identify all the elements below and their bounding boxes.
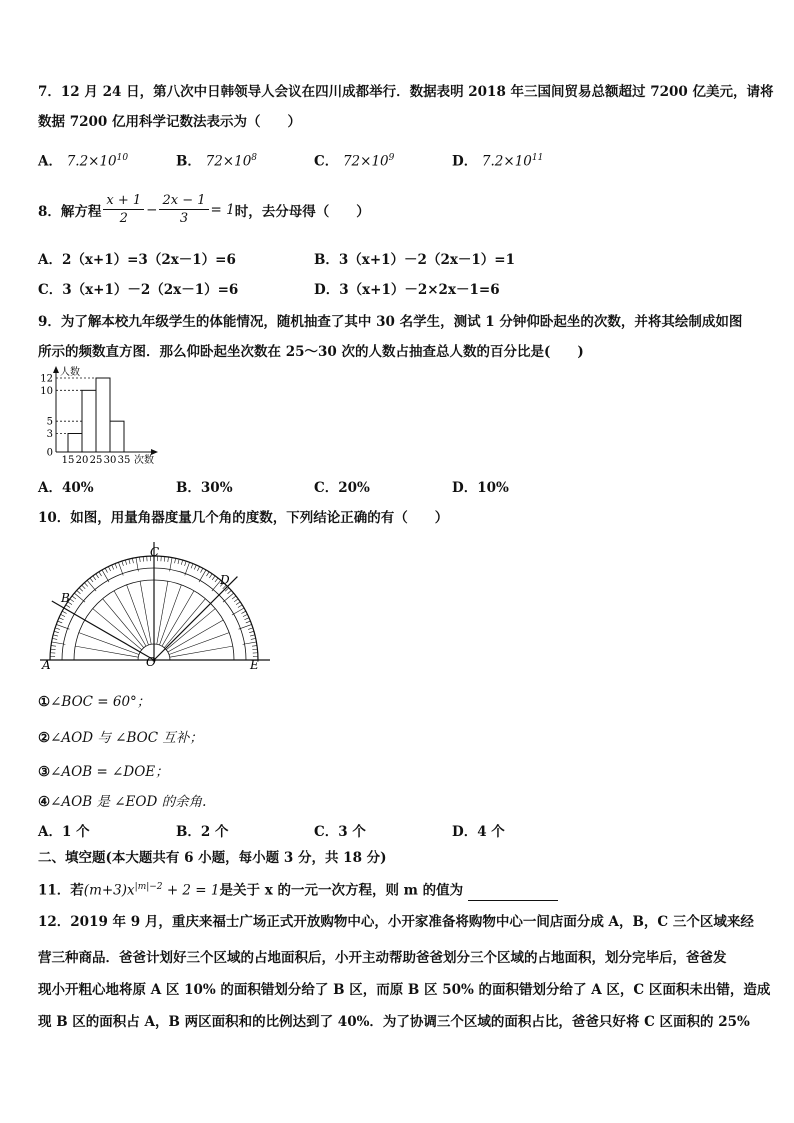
histogram-chart (30, 364, 170, 472)
q8-option-d: D．3（x+1）－2×2x－1=6 (314, 282, 500, 298)
q9-option-a: A．40% (38, 480, 94, 496)
q12-line1: 12．2019 年 9 月，重庆来福士广场正式开放购物中心，小开家准备将购物中心一间店面分成 A，B，C 三个区域来经 (38, 914, 754, 930)
protractor-tick (102, 570, 109, 582)
q7-option-b: B． $72\times 10^8$ (176, 153, 258, 170)
q7-option-a: A． $7.2\times 10^{10}$ (38, 153, 129, 170)
protractor-tick (54, 631, 59, 632)
q9-option-b: B．30% (176, 480, 233, 496)
histogram-bar-30-35 (110, 421, 124, 452)
histogram-bar-15-20 (68, 434, 82, 453)
point-label-a: A (42, 658, 51, 672)
protractor-tick (96, 574, 99, 578)
q8-fraction-1: $\frac{x + 1}{2}$ (103, 192, 144, 227)
protractor-tick (185, 561, 187, 566)
q7-line1: 7．12 月 24 日，第八次中日韩领导人会议在四川成都举行．数据表明 2018 年三国间贸易总额超过 7200 亿美元，请将 (38, 84, 774, 100)
protractor-tick (223, 593, 234, 602)
q9-option-d: D．10% (452, 480, 509, 496)
protractor-tick (77, 590, 81, 593)
protractor-tick (249, 631, 254, 632)
q7-option-d: D． $7.2\times 10^{11}$ (452, 153, 544, 170)
q7-line2: 数据 7200 亿用科学记数法表示为（ ） (38, 114, 301, 130)
histogram-xtick-label: 25 (89, 455, 103, 466)
q8-fraction-2: $\frac{2x - 1}{3}$ (159, 192, 208, 227)
q8-option-c: C．3（x+1）－2（2x－1）=6 (38, 282, 239, 298)
protractor-tick (129, 559, 130, 564)
protractor-tick (84, 583, 87, 587)
protractor-tick (194, 565, 196, 570)
histogram-ylabel: 人数 (60, 367, 80, 378)
protractor-tick (241, 611, 245, 613)
protractor-tick (215, 578, 218, 582)
protractor-tick (62, 611, 66, 613)
protractor-tick (56, 624, 69, 629)
protractor-tick (232, 608, 244, 615)
histogram-ytick-label: 0 (46, 447, 53, 459)
q8-option-b: B．3（x+1）－2（2x－1）=1 (314, 252, 515, 268)
protractor-tick (118, 562, 123, 575)
histogram-xtick-label: 35 (117, 455, 131, 466)
protractor-tick (66, 605, 70, 608)
protractor-radial-line (170, 646, 233, 657)
protractor-tick (191, 564, 193, 569)
q10-statement-1: ①∠BOC = 60°； (38, 694, 151, 710)
protractor-radial-line (127, 585, 149, 645)
point-label-b: B (61, 591, 70, 605)
protractor-tick (53, 635, 58, 636)
protractor-tick (122, 561, 124, 566)
protractor-tick (115, 564, 117, 569)
protractor-tick (112, 565, 114, 570)
protractor-tick (143, 557, 144, 562)
protractor-tick (178, 559, 179, 564)
q10-option-b: B．2 个 (176, 824, 229, 840)
protractor-tick (175, 558, 176, 563)
protractor-tick (228, 590, 232, 593)
protractor-tick (206, 572, 209, 576)
histogram-bar-20-25 (82, 390, 96, 452)
protractor-tick (197, 567, 199, 571)
protractor-tick (70, 599, 74, 602)
histogram-bar-25-30 (96, 378, 110, 452)
protractor-tick (164, 557, 165, 562)
q11-line: 11．若$(m+3)x^{|m|-2} + 2 = 1$是关于 x 的一元一次方程，则 m 的值为 (38, 877, 558, 901)
protractor-tick (90, 578, 93, 582)
point-label-c: C (150, 545, 160, 559)
point-label-d: D (220, 573, 230, 587)
histogram-xtick-label: 30 (103, 455, 117, 466)
protractor-tick (99, 572, 102, 576)
section-heading-fill-blank: 二、填空题(本大题共有 6 小题，每小题 3 分，共 18 分) (38, 850, 387, 866)
q11-answer-blank[interactable] (468, 886, 558, 901)
protractor-tick (82, 585, 85, 589)
protractor-radial-line (75, 646, 138, 657)
protractor-tick (209, 574, 212, 578)
protractor-tick (140, 557, 141, 562)
q10-option-d: D．4 个 (452, 824, 505, 840)
q9-line1: 9．为了解本校九年级学生的体能情况，随机抽查了其中 30 名学生，测试 1 分钟仰卧起坐的次数，并将其绘制成如图 (38, 314, 743, 330)
protractor-radial-line (157, 581, 168, 644)
protractor-tick (244, 618, 249, 620)
q10-statement-4: ④∠AOB 是 ∠EOD 的余角. (38, 794, 207, 810)
histogram-ytick-label: 12 (40, 373, 53, 385)
protractor-tick (181, 560, 182, 565)
point-label-o: O (146, 655, 156, 669)
q8-option-a: A．2（x+1）=3（2x－1）=6 (38, 252, 236, 268)
protractor-tick (234, 599, 238, 602)
protractor-tick (132, 558, 133, 563)
q10-statement-3: ③∠AOB = ∠DOE； (38, 764, 169, 780)
q8-suffix: 时，去分母得（ ） (234, 203, 370, 220)
protractor-radial-line (79, 633, 139, 655)
q10-line1: 10．如图，用量角器度量几个角的度数，下列结论正确的有（ ） (38, 510, 449, 526)
protractor-tick (212, 576, 215, 580)
protractor-tick (55, 628, 60, 630)
protractor-tick (168, 557, 169, 562)
q9-line2: 所示的频数直方图．那么仰卧起坐次数在 25～30 次的人数占抽查总人数的百分比是( ) (38, 344, 584, 360)
q8-equation-line: 8．解方程 $\frac{x + 1}{2}$ − $\frac{2x - 1}{3}$ = 1 时，去分母得（ ） (38, 193, 370, 226)
protractor-tick (74, 593, 85, 602)
protractor-tick (51, 649, 56, 650)
q7-option-c: C． $72\times 10^9$ (314, 153, 395, 170)
histogram-ytick-label: 10 (40, 385, 53, 397)
protractor-tick (238, 605, 242, 608)
protractor-tick (232, 596, 236, 599)
protractor-tick (72, 596, 76, 599)
q9-option-c: C．20% (314, 480, 370, 496)
protractor-tick (79, 588, 83, 591)
protractor-tick (239, 624, 252, 629)
protractor-tick (250, 635, 255, 636)
protractor-tick (248, 628, 253, 630)
histogram-ytick-label: 3 (46, 429, 53, 440)
q8-prefix: 8．解方程 (38, 203, 102, 220)
q12-line2: 营三种商品．爸爸计划好三个区域的占地面积后，小开主动帮助爸爸划分三个区域的占地面积，划分完毕后，爸爸发 (38, 950, 727, 966)
q10-option-a: A．1 个 (38, 824, 90, 840)
histogram-xlabel: 次数 (134, 455, 154, 466)
histogram-xtick-label: 15 (61, 455, 75, 466)
protractor-radial-line (140, 581, 151, 644)
protractor-tick (59, 618, 64, 620)
protractor-tick (185, 562, 190, 575)
protractor-tick (199, 570, 206, 582)
point-label-e: E (250, 658, 259, 672)
protractor-figure (36, 540, 276, 674)
protractor-tick (108, 567, 110, 571)
q12-line3: 现小开粗心地将原 A 区 10% 的面积错划分给了 B 区，而原 B 区 50% 的面积错划分给了 A 区，C 区面积未出错，造成 (38, 982, 771, 998)
q12-line4: 现 B 区的面积占 A，B 两区面积和的比例达到了 40%．为了协调三个区域的面积占比，爸爸只好将 C 区面积的 25% (38, 1014, 750, 1030)
protractor-tick (200, 568, 202, 572)
protractor-tick (252, 649, 257, 650)
protractor-tick (51, 646, 56, 647)
protractor-tick (236, 602, 240, 605)
q10-option-c: C．3 个 (314, 824, 366, 840)
protractor-tick (246, 621, 251, 623)
protractor-tick (243, 614, 247, 616)
histogram-xtick-label: 20 (75, 455, 89, 466)
protractor-tick (61, 614, 65, 616)
protractor-tick (252, 646, 257, 647)
histogram-ytick-label: 5 (46, 416, 53, 428)
protractor-tick (105, 568, 107, 572)
protractor-tick (93, 576, 96, 580)
protractor-tick (251, 638, 256, 639)
protractor-tick (125, 560, 126, 565)
protractor-tick (52, 638, 57, 639)
protractor-tick (58, 621, 63, 623)
q10-statement-2: ②∠AOD 与 ∠BOC 互补； (38, 730, 203, 746)
protractor-tick (87, 580, 96, 591)
